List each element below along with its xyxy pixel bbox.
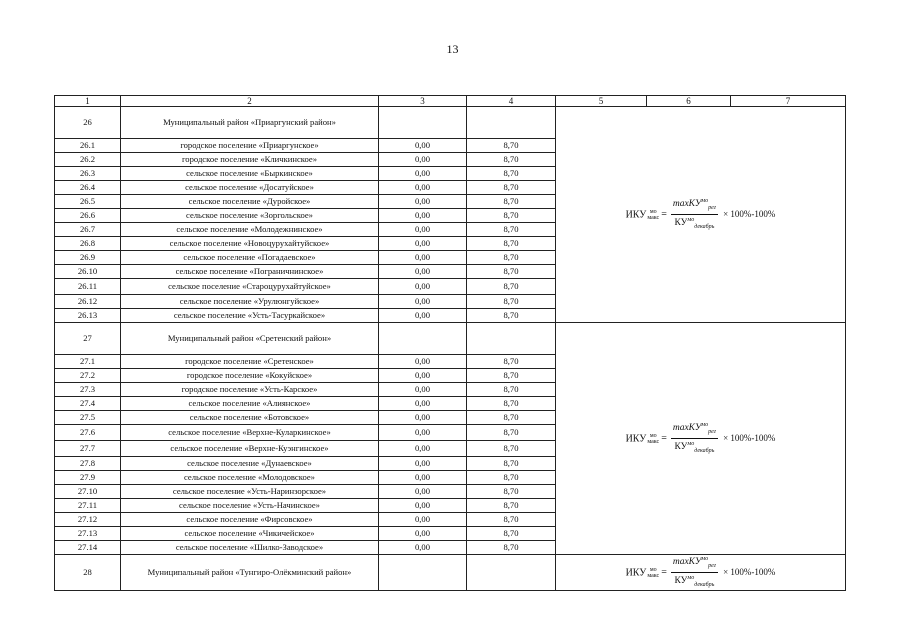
- formula-tail: × 100%-100%: [723, 567, 776, 578]
- row-col-3: 0,00: [379, 499, 467, 513]
- row-col-3: 0,00: [379, 355, 467, 369]
- row-name: сельское поселение «Дунаевское»: [121, 457, 379, 471]
- formula-tail: × 100%-100%: [723, 209, 776, 219]
- row-name: сельское поселение «Молодежнинское»: [121, 223, 379, 237]
- row-name: сельское поселение «Чикичейское»: [121, 527, 379, 541]
- header-cell-6: 6: [647, 96, 731, 107]
- row-col-3: 0,00: [379, 309, 467, 323]
- row-col-3: 0,00: [379, 485, 467, 499]
- formula-equals: =: [661, 433, 667, 444]
- row-code: 26.7: [55, 223, 121, 237]
- group-name: Муниципальный район «Приаргунский район»: [121, 107, 379, 139]
- row-col-3: 0,00: [379, 153, 467, 167]
- row-col-4: 8,70: [467, 457, 556, 471]
- row-name: сельское поселение «Староцурухайтуйское»: [121, 279, 379, 295]
- row-col-3: 0,00: [379, 251, 467, 265]
- header-cell-4: 4: [467, 96, 556, 107]
- row-code: 26.12: [55, 295, 121, 309]
- formula-denominator: $КУ^{мо}_{декабрь}$: [674, 217, 715, 231]
- formula-denominator: $КУ^{мо}_{декабрь}$: [674, 441, 715, 455]
- row-code: 26.10: [55, 265, 121, 279]
- table-body: [55, 96, 846, 591]
- row-col-3: 0,00: [379, 237, 467, 251]
- row-col-3: 0,00: [379, 441, 467, 457]
- row-col-3: 0,00: [379, 295, 467, 309]
- row-col-3: 0,00: [379, 369, 467, 383]
- row-col-4: 8,70: [467, 425, 556, 441]
- row-col-3: 0,00: [379, 265, 467, 279]
- row-name: городское поселение «Приаргунское»: [121, 139, 379, 153]
- row-col-3: 0,00: [379, 279, 467, 295]
- row-col-4: 8,70: [467, 195, 556, 209]
- row-name: сельское поселение «Усть-Тасуркайское»: [121, 309, 379, 323]
- row-code: 26.11: [55, 279, 121, 295]
- row-code: 27.14: [55, 541, 121, 555]
- row-code: 27.13: [55, 527, 121, 541]
- row-code: 27.10: [55, 485, 121, 499]
- row-name: городское поселение «Усть-Карское»: [121, 383, 379, 397]
- row-col-3: 0,00: [379, 397, 467, 411]
- row-col-4: 8,70: [467, 237, 556, 251]
- formula-fraction: [671, 555, 718, 590]
- formula: [626, 197, 776, 232]
- row-name: сельское поселение «Досатуйское»: [121, 181, 379, 195]
- formula-equals: =: [661, 209, 667, 220]
- row-code: 26.8: [55, 237, 121, 251]
- row-code: 27.7: [55, 441, 121, 457]
- group-col-3: [379, 323, 467, 355]
- row-col-4: 8,70: [467, 209, 556, 223]
- row-name: сельское поселение «Быркинское»: [121, 167, 379, 181]
- header-cell-5: 5: [556, 96, 647, 107]
- row-col-4: 8,70: [467, 223, 556, 237]
- row-code: 26.4: [55, 181, 121, 195]
- row-name: сельское поселение «Пограничнинское»: [121, 265, 379, 279]
- row-col-3: 0,00: [379, 513, 467, 527]
- row-col-4: 8,70: [467, 167, 556, 181]
- group-col-3: [379, 107, 467, 139]
- group-col-4: [467, 555, 556, 591]
- header-cell-2: 2: [121, 96, 379, 107]
- formula-cell: [556, 555, 846, 591]
- row-col-3: 0,00: [379, 471, 467, 485]
- row-col-3: 0,00: [379, 383, 467, 397]
- row-name: сельское поселение «Усть-Начинское»: [121, 499, 379, 513]
- header-cell-3: 3: [379, 96, 467, 107]
- row-col-4: 8,70: [467, 309, 556, 323]
- group-col-4: [467, 107, 556, 139]
- row-col-4: 8,70: [467, 139, 556, 153]
- row-name: сельское поселение «Шилко-Заводское»: [121, 541, 379, 555]
- formula-cell: [556, 323, 846, 555]
- page-number: 13: [446, 42, 459, 56]
- group-row: [55, 107, 846, 139]
- row-code: 27.12: [55, 513, 121, 527]
- row-col-4: 8,70: [467, 181, 556, 195]
- row-code: 26.6: [55, 209, 121, 223]
- row-name: сельское поселение «Зоргольское»: [121, 209, 379, 223]
- header-cell-1: 1: [55, 96, 121, 107]
- row-code: 27.8: [55, 457, 121, 471]
- group-code: 27: [55, 323, 121, 355]
- formula: [626, 555, 776, 590]
- row-code: 27.2: [55, 369, 121, 383]
- row-col-4: 8,70: [467, 541, 556, 555]
- row-name: городское поселение «Кличкинское»: [121, 153, 379, 167]
- formula-denominator: $КУ^{мо}_{декабрь}$: [674, 575, 715, 589]
- formula-fraction: [671, 421, 718, 456]
- formula-numerator: maxКУ$^{мо}_{рег}$: [671, 555, 718, 573]
- tariff-table: [54, 95, 846, 591]
- row-col-4: 8,70: [467, 295, 556, 309]
- row-code: 26.13: [55, 309, 121, 323]
- row-code: 27.5: [55, 411, 121, 425]
- row-name: сельское поселение «Усть-Наринзорское»: [121, 485, 379, 499]
- row-name: сельское поселение «Погадаевское»: [121, 251, 379, 265]
- formula-fraction: [671, 197, 718, 232]
- row-name: сельское поселение «Верхне-Куларкинское»: [121, 425, 379, 441]
- row-col-3: 0,00: [379, 167, 467, 181]
- row-name: сельское поселение «Молодовское»: [121, 471, 379, 485]
- group-col-3: [379, 555, 467, 591]
- row-col-4: 8,70: [467, 355, 556, 369]
- row-col-3: 0,00: [379, 223, 467, 237]
- row-code: 26.1: [55, 139, 121, 153]
- row-col-4: 8,70: [467, 251, 556, 265]
- row-name: сельское поселение «Верхне-Куэнгинское»: [121, 441, 379, 457]
- group-col-4: [467, 323, 556, 355]
- row-code: 27.6: [55, 425, 121, 441]
- group-row: [55, 555, 846, 591]
- row-col-4: 8,70: [467, 513, 556, 527]
- row-col-4: 8,70: [467, 471, 556, 485]
- row-col-4: 8,70: [467, 369, 556, 383]
- row-col-4: 8,70: [467, 441, 556, 457]
- row-code: 26.9: [55, 251, 121, 265]
- row-name: сельское поселение «Урулюнгуйское»: [121, 295, 379, 309]
- row-code: 27.3: [55, 383, 121, 397]
- row-col-3: 0,00: [379, 195, 467, 209]
- row-col-3: 0,00: [379, 527, 467, 541]
- formula-tail: × 100%-100%: [723, 433, 776, 443]
- row-col-3: 0,00: [379, 457, 467, 471]
- group-code: 26: [55, 107, 121, 139]
- row-name: сельское поселение «Новоцурухайтуйское»: [121, 237, 379, 251]
- row-col-4: 8,70: [467, 411, 556, 425]
- row-code: 27.4: [55, 397, 121, 411]
- row-code: 27.1: [55, 355, 121, 369]
- row-name: сельское поселение «Ботовское»: [121, 411, 379, 425]
- row-name: сельское поселение «Дуройское»: [121, 195, 379, 209]
- formula-cell: [556, 107, 846, 323]
- row-code: 27.9: [55, 471, 121, 485]
- row-name: сельское поселение «Фирсовское»: [121, 513, 379, 527]
- row-col-4: 8,70: [467, 499, 556, 513]
- formula-numerator: maxКУ$^{мо}_{рег}$: [671, 421, 718, 439]
- formula-lhs: ИКУ мо макс: [625, 566, 660, 579]
- formula-lhs: ИКУ мо макс: [625, 208, 660, 221]
- row-name: городское поселение «Кокуйское»: [121, 369, 379, 383]
- formula-equals: =: [661, 567, 667, 579]
- row-name: городское поселение «Сретенское»: [121, 355, 379, 369]
- row-col-4: 8,70: [467, 527, 556, 541]
- row-col-4: 8,70: [467, 279, 556, 295]
- row-code: 26.5: [55, 195, 121, 209]
- row-col-4: 8,70: [467, 153, 556, 167]
- row-code: 27.11: [55, 499, 121, 513]
- row-name: сельское поселение «Алиянское»: [121, 397, 379, 411]
- group-code: 28: [55, 555, 121, 591]
- row-col-4: 8,70: [467, 485, 556, 499]
- group-name: Муниципальный район «Тунгиро-Олёкминский район»: [121, 555, 379, 591]
- row-code: 26.3: [55, 167, 121, 181]
- row-col-4: 8,70: [467, 265, 556, 279]
- row-col-3: 0,00: [379, 411, 467, 425]
- row-col-3: 0,00: [379, 425, 467, 441]
- group-name: Муниципальный район «Сретенский район»: [121, 323, 379, 355]
- group-row: [55, 323, 846, 355]
- row-col-3: 0,00: [379, 209, 467, 223]
- row-col-3: 0,00: [379, 541, 467, 555]
- formula-lhs: ИКУ мо макс: [625, 432, 660, 445]
- row-code: 26.2: [55, 153, 121, 167]
- header-row: [55, 96, 846, 107]
- row-col-3: 0,00: [379, 139, 467, 153]
- header-cell-7: 7: [731, 96, 846, 107]
- formula-numerator: maxКУ$^{мо}_{рег}$: [671, 197, 718, 215]
- row-col-4: 8,70: [467, 383, 556, 397]
- row-col-3: 0,00: [379, 181, 467, 195]
- formula: [626, 421, 776, 456]
- row-col-4: 8,70: [467, 397, 556, 411]
